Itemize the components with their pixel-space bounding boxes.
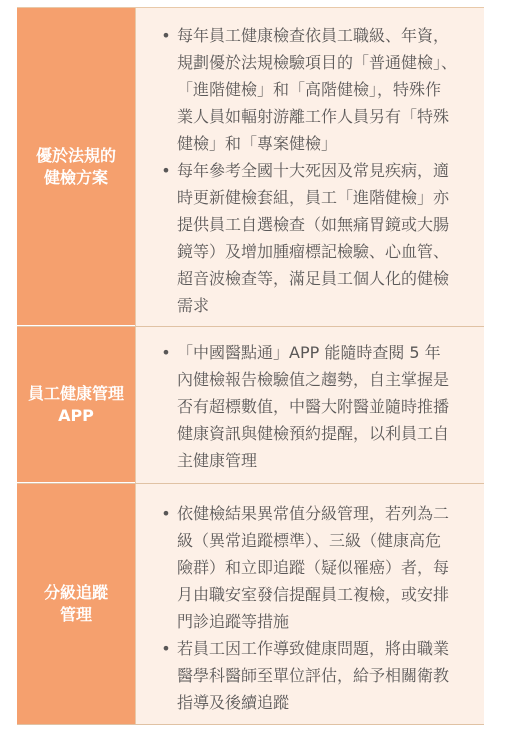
list-item — [160, 22, 468, 157]
list-item — [160, 157, 468, 319]
list-item — [160, 635, 468, 716]
row-label: 優於法規的 健檢方案 — [35, 145, 116, 187]
bullet-icon: • — [161, 639, 171, 658]
health-program-table — [17, 7, 484, 725]
table-row-regulation-plan — [17, 8, 484, 327]
bullet-icon: • — [161, 504, 171, 523]
row-label-cell — [17, 327, 135, 483]
bullet-list — [160, 339, 468, 474]
bullet-icon: • — [161, 161, 171, 180]
row-label-cell — [17, 484, 135, 724]
row-content-cell — [135, 484, 484, 724]
bullet-icon: • — [161, 26, 171, 45]
table-row-tiered-tracking — [17, 484, 484, 725]
bullet-list — [160, 500, 468, 716]
table-row-health-app — [17, 327, 484, 484]
list-item-text: 依健檢結果異常值分級管理，若列為二 級（異常追蹤標準）、三級（健康高危 險群）和立即追蹤（疑似罹癌）者，每 月由職安室發信提醒員工複檢，或安排 門診追蹤等措施 — [177, 504, 450, 631]
list-item-text: 若員工因工作導致健康問題，將由職業 醫學科醫師至單位評估，給予相關衛教 指導及後續追蹤 — [177, 639, 450, 712]
row-label: 員工健康管理 APP — [27, 383, 124, 425]
list-item — [160, 339, 468, 474]
list-item-text: 「中國醫點通」APP 能隨時查閱 5 年 內健檢報告檢驗值之趨勢，自主掌握是 否有超標數值，中醫大附醫並隨時推播 健康資訊與健檢預約提醒，以利員工自 主健康管理 — [177, 343, 450, 470]
bullet-icon: • — [161, 343, 171, 362]
bullet-list — [160, 22, 468, 319]
list-item-text: 每年參考全國十大死因及常見疾病，適 時更新健檢套組，員工「進階健檢」亦 提供員工自選檢查（如無痛胃鏡或大腸 鏡等）及增加腫瘤標記檢驗、心血管、 超音波檢查等，滿足員工個人化的健檢 需求 — [177, 161, 450, 315]
row-label: 分級追蹤 管理 — [43, 583, 108, 624]
row-label-cell — [17, 8, 135, 326]
list-item-text: 每年員工健康檢查依員工職級、年資， 規劃優於法規檢驗項目的「普通健檢」、 「進階健檢」和「高階健檢」，特殊作 業人員如輻射游離工作人員另有「特殊 健檢」和「專案健檢」 — [177, 26, 458, 153]
row-content-cell — [135, 327, 484, 483]
row-content-cell — [135, 8, 484, 326]
list-item — [160, 500, 468, 635]
